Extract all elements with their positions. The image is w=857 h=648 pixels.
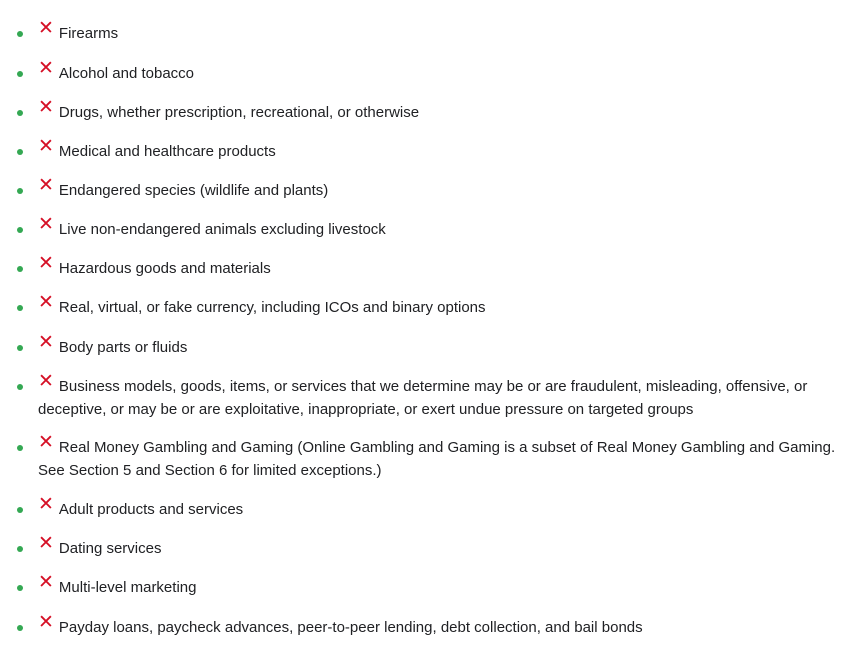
bullet-dot-icon (17, 31, 23, 37)
bullet-dot-icon (17, 546, 23, 552)
bullet-dot-icon (17, 345, 23, 351)
cross-mark-icon: ✕ (38, 97, 54, 118)
list-item-label: Endangered species (wildlife and plants) (58, 182, 329, 199)
bullet-dot-icon (17, 384, 23, 390)
list-item-label: Payday loans, paycheck advances, peer-to-peer lending, debt collection, and bail bonds (58, 619, 643, 636)
bullet-dot-icon (17, 227, 23, 233)
list-item (0, 214, 857, 241)
bullet-dot-icon (17, 266, 23, 272)
cross-mark-icon: ✕ (38, 332, 54, 353)
cross-mark-icon: ✕ (38, 58, 54, 79)
list-item-label: Business models, goods, items, or services that we determine may be or are fraudulent, misleading, offensive, or deceptive, or may be or are exploitative, inappropriate, or exert undue pressure on targeted groups (38, 378, 808, 418)
cross-mark-icon: ✕ (38, 533, 54, 554)
list-item (0, 292, 857, 319)
cross-mark-icon: ✕ (38, 136, 54, 157)
list-item-label: Medical and healthcare products (58, 143, 276, 160)
list-item-label: Drugs, whether prescription, recreational, or otherwise (58, 104, 420, 121)
list-item-label: Real, virtual, or fake currency, including ICOs and binary options (58, 299, 486, 316)
bullet-dot-icon (17, 71, 23, 77)
list-item (0, 253, 857, 280)
list-item-label: Hazardous goods and materials (58, 260, 271, 277)
list-item (0, 494, 857, 521)
cross-mark-icon: ✕ (38, 371, 54, 392)
cross-mark-icon: ✕ (38, 175, 54, 196)
bullet-dot-icon (17, 188, 23, 194)
cross-mark-icon: ✕ (38, 253, 54, 274)
cross-mark-icon: ✕ (38, 494, 54, 515)
list-item-label: Body parts or fluids (58, 339, 188, 356)
list-item-label: Real Money Gambling and Gaming (Online Gambling and Gaming is a subset of Real Money Gambling and Gaming. See Section 5 and Section 6 for limited exceptions.) (38, 439, 836, 479)
list-item (0, 572, 857, 599)
list-item (0, 58, 857, 85)
bullet-dot-icon (17, 149, 23, 155)
cross-mark-icon: ✕ (38, 572, 54, 593)
cross-mark-icon: ✕ (38, 612, 54, 633)
bullet-dot-icon (17, 625, 23, 631)
cross-mark-icon: ✕ (38, 292, 54, 313)
list-item-label: Firearms (58, 25, 119, 42)
bullet-dot-icon (17, 305, 23, 311)
list-item-label: Multi-level marketing (58, 579, 197, 596)
list-item-label: Live non-endangered animals excluding livestock (58, 221, 386, 238)
bullet-dot-icon (17, 445, 23, 451)
bullet-dot-icon (17, 585, 23, 591)
list-item (0, 332, 857, 359)
list-item (0, 612, 857, 639)
list-item (0, 432, 857, 482)
list-item (0, 371, 857, 421)
list-item (0, 175, 857, 202)
list-item (0, 18, 857, 45)
list-item (0, 97, 857, 124)
list-item-label: Alcohol and tobacco (58, 65, 195, 82)
bullet-dot-icon (17, 110, 23, 116)
cross-mark-icon: ✕ (38, 214, 54, 235)
bullet-dot-icon (17, 507, 23, 513)
list-item-label: Dating services (58, 540, 162, 557)
cross-mark-icon: ✕ (38, 432, 54, 453)
cross-mark-icon: ✕ (38, 18, 54, 39)
list-item (0, 533, 857, 560)
list-item (0, 136, 857, 163)
list-item-label: Adult products and services (58, 501, 244, 518)
